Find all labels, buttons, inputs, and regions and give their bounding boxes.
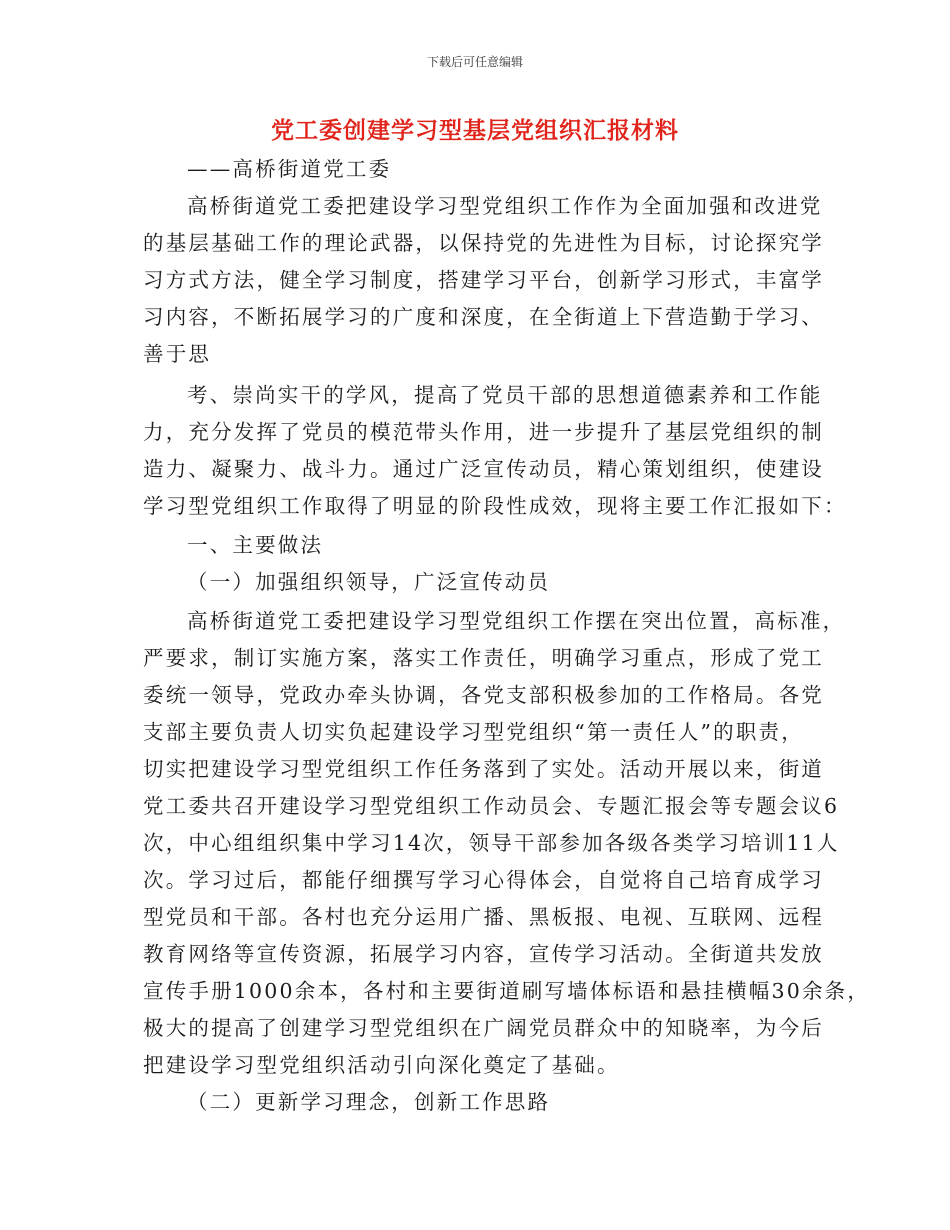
- paragraph-line: 习内容，不断拓展学习的广度和深度，在全街道上下营造勤于学习、: [143, 305, 824, 329]
- paragraph-line: 宣传手册1000余本，各村和主要街道刷写墙体标语和悬挂横幅30余条，: [143, 979, 871, 1003]
- paragraph-line: 造力、凝聚力、战斗力。通过广泛宣传动员，精心策划组织，使建设: [143, 457, 824, 481]
- paragraph-line: 次。学习过后，都能仔细撰写学习心得体会，自觉将自己培育成学习: [143, 868, 824, 892]
- paragraph-line: 严要求，制订实施方案，落实工作责任，明确学习重点，形成了党工: [143, 646, 824, 670]
- paragraph-line: 习方式方法，健全学习制度，搭建学习平台，创新学习形式，丰富学: [143, 268, 824, 292]
- paragraph-line: 把建设学习型党组织活动引向深化奠定了基础。: [143, 1053, 620, 1077]
- paragraph-line: 党工委共召开建设学习型党组织工作动员会、专题汇报会等专题会议6: [143, 794, 840, 818]
- document-title: 党工委创建学习型基层党组织汇报材料: [271, 117, 679, 144]
- subsection-heading: （一）加强组织领导，广泛宣传动员: [187, 570, 551, 594]
- paragraph-line: 型党员和干部。各村也充分运用广播、黑板报、电视、互联网、远程: [143, 905, 824, 929]
- download-note: 下载后可任意编辑: [426, 55, 523, 69]
- paragraph-line: 力，充分发挥了党员的模范带头作用，进一步提升了基层党组织的制: [143, 420, 824, 444]
- paragraph-line: 教育网络等宣传资源，拓展学习内容，宣传学习活动。全街道共发放: [143, 942, 824, 966]
- paragraph-line: 高桥街道党工委把建设学习型党组织工作摆在突出位置，高标准，: [187, 609, 846, 633]
- subsection-heading: （二）更新学习理念，创新工作思路: [187, 1090, 551, 1114]
- paragraph-line: 学习型党组织工作取得了明显的阶段性成效，现将主要工作汇报如下：: [143, 494, 847, 518]
- paragraph-line: 次，中心组组织集中学习14次，领导干部参加各级各类学习培训11人: [143, 831, 840, 855]
- paragraph-line: 善于思: [143, 342, 212, 366]
- paragraph-line: 的基层基础工作的理论武器，以保持党的先进性为目标，讨论探究学: [143, 231, 824, 255]
- paragraph-line: 高桥街道党工委把建设学习型党组织工作作为全面加强和改进党: [187, 194, 823, 218]
- paragraph-line: 支部主要负责人切实负起建设学习型党组织“第一责任人”的职责，: [143, 720, 804, 744]
- paragraph-line: 考、崇尚实干的学风，提高了党员干部的思想道德素养和工作能: [187, 383, 823, 407]
- paragraph-line: 委统一领导，党政办牵头协调，各党支部积极参加的工作格局。各党: [143, 683, 824, 707]
- section-heading: 一、主要做法: [187, 533, 324, 557]
- paragraph-line: 极大的提高了创建学习型党组织在广阔党员群众中的知晓率，为今后: [143, 1016, 824, 1040]
- subtitle-attribution: ——高桥街道党工委: [187, 157, 392, 181]
- paragraph-line: 切实把建设学习型党组织工作任务落到了实处。活动开展以来，街道: [143, 757, 824, 781]
